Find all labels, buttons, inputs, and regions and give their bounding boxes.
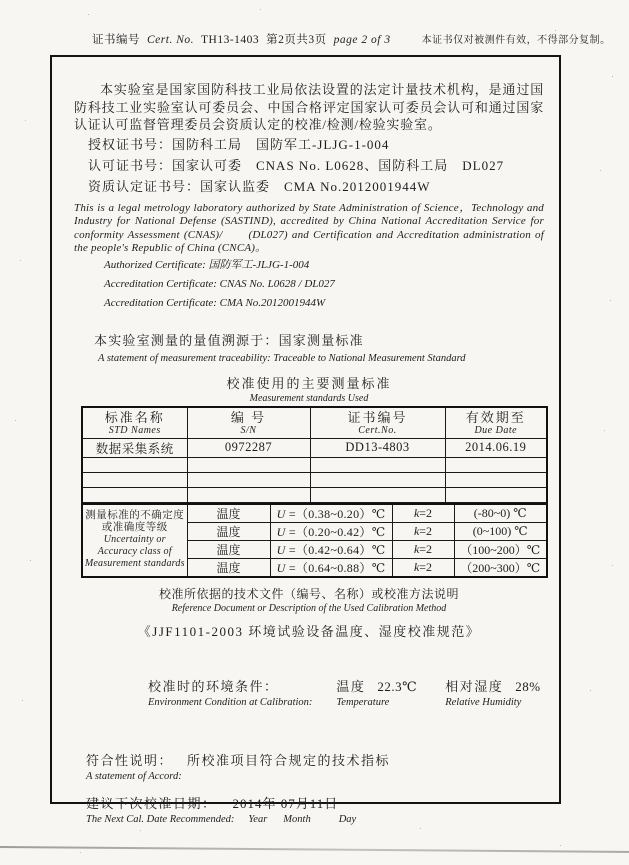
accord-label-cn: 符合性说明： (86, 752, 174, 768)
cell-std-name: 数据采集系统 (82, 438, 187, 457)
standards-table-title-cn: 校准使用的主要测量标准 (226, 375, 392, 391)
cell-range: （100~200）℃ (454, 540, 547, 558)
uncertainty-label-en-2: Accuracy class of (97, 546, 172, 557)
accord-value: 所校准项目符合规定的技术指标 (187, 752, 391, 768)
cell-empty (310, 457, 445, 472)
standards-table-header-row (82, 407, 547, 439)
environment-label-en: Environment Condition at Calibration: (148, 696, 313, 708)
uncertainty-row (82, 504, 547, 523)
temperature-label: 温度 (336, 678, 366, 694)
cell-quantity: 温度 (187, 540, 270, 558)
cell-empty (187, 457, 310, 472)
accord-label-en: A statement of Accord: (86, 770, 182, 782)
temperature-col (336, 676, 417, 708)
cell-cert-no: DD13-4803 (310, 438, 445, 457)
header-std-names-en: STD Names (108, 424, 161, 436)
qualification-certificate-line-cn: 资质认定证书号：国家认监委 CMA No.2012001944W (88, 178, 431, 194)
standards-table (81, 406, 548, 503)
table-row-empty (82, 487, 547, 502)
traceability-statement-en: A statement of measurement traceability: Traceable to National Measurement Standard (98, 352, 466, 364)
cell-due-date: 2014.06.19 (445, 438, 547, 457)
certificate-body-frame (50, 55, 561, 825)
header-due-date-cn: 有效期至 (465, 409, 526, 425)
accreditation-certificate-line-cn: 认可证书号：国家认可委 CNAS No. L0628、国防科工局 DL027 (88, 157, 505, 173)
uncertainty-label-en-3: Measurement standards (84, 558, 185, 569)
humidity-col (445, 676, 540, 708)
next-cal-label-cn: 建议下次校准日期： (86, 795, 217, 811)
table-row (82, 438, 547, 457)
accreditation-certificate-cnas-en: Accreditation Certificate: CNAS No. L0628 / DL027 (104, 277, 335, 290)
header-std-names (82, 407, 187, 439)
cell-empty (310, 472, 445, 487)
bottom-scan-artifact-line (0, 846, 629, 853)
cell-empty (187, 472, 310, 487)
cell-uncertainty: U =（0.42~0.64）℃ (270, 540, 392, 558)
table-row-empty (82, 457, 547, 472)
validity-notice: 本证书仅对被测件有效，不得部分复制。 (421, 35, 611, 46)
header-std-names-cn: 标准名称 (104, 409, 165, 425)
next-cal-day-label: Day (338, 813, 357, 825)
humidity-label-en: Relative Humidity (445, 696, 522, 708)
cell-coverage-factor: k=2 (392, 522, 454, 540)
cell-empty (82, 457, 187, 472)
next-cal-date: 2014年 07月11日 (232, 795, 339, 811)
accreditation-certificate-cma-en: Accreditation Certificate: CMA No.2012001944W (104, 296, 326, 309)
cell-range: (0~100) ℃ (454, 522, 547, 540)
next-cal-month-label: Month (283, 813, 311, 825)
cell-quantity: 温度 (187, 522, 270, 540)
cell-range: (-80~0) ℃ (454, 504, 547, 523)
standards-table-title-en: Measurement standards Used (249, 392, 369, 404)
temperature-label-en: Temperature (336, 696, 390, 708)
scan-noise (0, 0, 1, 1)
header-due-date (445, 407, 547, 439)
header-cert-no-en: Cert.No. (358, 424, 397, 436)
environment-label-col (148, 676, 312, 708)
cell-uncertainty: U =（0.64~0.88）℃ (270, 558, 392, 577)
uncertainty-label-cn-1: 测量标准的不确定度 (85, 510, 185, 521)
environment-conditions (74, 676, 544, 708)
cell-serial: 0972287 (187, 438, 310, 457)
cert-no-label-en: Cert. No. (147, 34, 194, 46)
lab-intro-paragraph-en: This is a legal metrology laboratory authorized by State Administration of Science，Technology and Industry for National Defense (SASTIND), accredited by China National Accreditation Service for conformity Assessment (CNAS)/ (DL027) and Certification and Accreditation administration of the people's Republic of China (CNCA)。 (74, 201, 544, 254)
cell-empty (187, 487, 310, 502)
table-row-empty (82, 472, 547, 487)
uncertainty-label-cell (82, 504, 187, 577)
cell-coverage-factor: k=2 (392, 558, 454, 577)
cert-no-value: TH13-1403 (201, 34, 260, 46)
authorized-certificate-line-cn: 授权证书号：国防科工局 国防军工-JLJG-1-004 (88, 136, 390, 152)
cell-range: （200~300）℃ (454, 558, 547, 577)
environment-label-cn: 校准时的环境条件： (148, 678, 279, 694)
page-count-cn: 第2页共3页 (266, 34, 327, 46)
next-calibration (74, 793, 544, 825)
cell-empty (445, 472, 547, 487)
humidity-label: 相对湿度 (445, 678, 504, 694)
header-serial-cn: 编 号 (230, 409, 267, 425)
cell-empty (82, 487, 187, 502)
humidity-value: 28% (515, 678, 541, 694)
page-header (92, 31, 619, 47)
method-title-en: Reference Document or Description of the Used Calibration Method (171, 602, 447, 614)
cell-coverage-factor: k=2 (392, 540, 454, 558)
method-document: 《JJF1101-2003 环境试验设备温度、湿度校准规范》 (137, 623, 481, 639)
cell-coverage-factor: k=2 (392, 504, 454, 523)
cert-no-label-cn: 证书编号 (92, 34, 140, 46)
page-count-en: page 2 of 3 (333, 34, 391, 46)
method-title-cn: 校准所依据的技术文件（编号、名称）或校准方法说明 (158, 586, 459, 601)
cell-empty (82, 472, 187, 487)
lab-intro-paragraph: 本实验室是国家国防科技工业局依法设置的法定计量技术机构，是通过国防科技工业实验室认可委员会、中国合格评定国家认可委员会认可和通过国家认证认可监督管理委员会资质认定的校准/检测/检验实验室。 (74, 82, 544, 132)
uncertainty-label-cn-2: 或准确度等级 (101, 522, 168, 533)
header-serial (187, 407, 310, 439)
cell-uncertainty: U =（0.38~0.20）℃ (270, 504, 392, 523)
header-cert-no-cn: 证书编号 (347, 409, 408, 425)
cell-quantity: 温度 (187, 504, 270, 523)
traceability-statement-cn: 本实验室测量的量值溯源于：国家测量标准 (94, 332, 364, 348)
uncertainty-label-en-1: Uncertainty or (103, 534, 166, 545)
authorized-certificate-line-en: Authorized Certificate: 国防军工-JLJG-1-004 (104, 258, 310, 271)
cell-uncertainty: U =（0.20~0.42）℃ (270, 522, 392, 540)
temperature-value: 22.3℃ (377, 678, 418, 694)
header-serial-en: S/N (240, 424, 257, 436)
cell-quantity: 温度 (187, 558, 270, 577)
accord-statement (74, 750, 544, 782)
uncertainty-table (81, 503, 548, 578)
cell-empty (310, 487, 445, 502)
header-cert-no (310, 407, 445, 439)
header-due-date-en: Due Date (474, 424, 518, 436)
next-cal-label-en: The Next Cal. Date Recommended: (86, 813, 235, 825)
cell-empty (445, 487, 547, 502)
next-cal-year-label: Year (248, 813, 268, 825)
cell-empty (445, 457, 547, 472)
